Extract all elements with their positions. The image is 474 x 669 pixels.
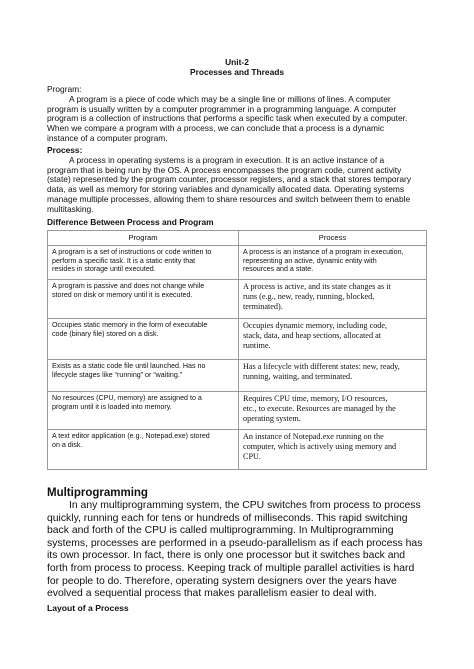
multiprogramming-line: systems, processes are performed in a pseudo-parallelism as if each process has xyxy=(47,537,423,549)
table-header-row xyxy=(48,231,427,246)
table-row xyxy=(48,280,427,319)
layout-heading: Layout of a Process xyxy=(47,603,129,613)
cell-line: perform a specific task. It is a static entity that xyxy=(52,256,196,265)
cell-line: CPU. xyxy=(243,451,261,461)
cell-line: A program is a set of instructions or code written to xyxy=(52,248,212,256)
program-cell xyxy=(48,392,239,430)
program-text-line: instance of a computer program. xyxy=(47,132,168,143)
cell-line: etc., to execute. Resources are managed by the xyxy=(243,403,396,413)
cell-line: Requires CPU time, memory, I/O resources, xyxy=(243,394,388,403)
cell-line: A text editor application (e.g., Notepad.exe) stored xyxy=(52,432,210,440)
process-text-line: A process in operating systems is a program in execution. It is an active instance of a xyxy=(69,154,385,165)
multiprogramming-line: In any multiprogramming system, the CPU switches from process to process xyxy=(69,500,421,511)
cell-line: terminated). xyxy=(243,301,283,311)
multiprogramming-line: quickly, running each for tens or hundreds of milliseconds. This rapid switching xyxy=(47,512,408,524)
cell-line: program until it is loaded into memory. xyxy=(52,402,172,411)
program-cell xyxy=(48,280,239,319)
comparison-table xyxy=(47,230,427,470)
cell-line: computer, which is actively using memory and xyxy=(243,441,397,451)
program-cell xyxy=(48,246,239,280)
cell-line: lifecycle stages like “running” or “waiting.” xyxy=(52,370,183,379)
cell-line: operating system. xyxy=(243,413,301,423)
program-cell xyxy=(48,319,239,360)
cell-line: Has a lifecycle with different states: new, ready, xyxy=(243,362,400,371)
multiprogramming-line: for people to do. Therefore, operating system designers over the years have xyxy=(47,575,397,587)
cell-line: An instance of Notepad.exe running on the xyxy=(243,432,384,441)
process-label: Process: xyxy=(47,145,83,155)
process-cell xyxy=(239,280,427,319)
multiprogramming-body xyxy=(47,500,427,601)
column-header-process: Process xyxy=(239,231,427,246)
cell-line: Occupies dynamic memory, including code, xyxy=(243,321,388,330)
cell-line: No resources (CPU, memory) are assigned to a xyxy=(52,394,202,402)
process-text-line: multitasking. xyxy=(47,203,94,214)
process-cell xyxy=(239,360,427,392)
process-text-line: (state) represented by the program counter, processor registers, and a stack that stores temporary xyxy=(47,174,412,185)
column-header-program: Program xyxy=(48,231,239,246)
table-row xyxy=(48,430,427,470)
program-text-line: When we compare a program with a process, we can conclude that a process is a dynamic xyxy=(47,123,385,134)
program-cell xyxy=(48,360,239,392)
cell-line: running, waiting, and terminated. xyxy=(243,371,353,381)
process-section xyxy=(47,146,425,215)
cell-line: on a disk. xyxy=(52,440,83,449)
cell-line: stored on disk or memory until it is executed. xyxy=(52,290,193,299)
cell-line: resources and a state. xyxy=(243,265,314,274)
cell-line: code (binary file) stored on a disk. xyxy=(52,329,159,338)
program-cell xyxy=(48,430,239,470)
table-row xyxy=(48,392,427,430)
cell-line: runtime. xyxy=(243,340,271,350)
cell-line: resides in storage until executed. xyxy=(52,265,156,274)
multiprogramming-line: forth from process to process. Keeping track of multiple parallel activities is hard xyxy=(47,562,415,574)
process-cell xyxy=(239,246,427,280)
difference-heading: Difference Between Process and Program xyxy=(47,217,214,227)
multiprogramming-line: back and forth of the CPU is called multiprogramming. In Multiprogramming xyxy=(47,525,394,537)
program-text-line: A program is a piece of code which may be a single line or millions of lines. A computer xyxy=(69,93,391,104)
program-text-line: program is usually written by a computer programmer in a programming language. A computer xyxy=(47,103,397,114)
process-text-line: program that is being run by the OS. A process encompasses the program code, current activity xyxy=(47,164,402,175)
process-text-line: manage multiple processes, allowing them to share resources and switch between them to enable xyxy=(47,193,411,204)
program-text-line: program is a collection of instructions that performs a specific task when executed by a computer. xyxy=(47,113,408,124)
page-title: Processes and Threads xyxy=(189,67,285,77)
multiprogramming-line: evolved a sequential process that makes parallelism easier to deal with. xyxy=(47,588,377,600)
cell-line: A process is an instance of a program in execution, xyxy=(243,248,404,256)
process-cell xyxy=(239,430,427,470)
program-section xyxy=(47,85,425,144)
cell-line: Occupies static memory in the form of executable xyxy=(52,321,208,329)
cell-line: representing an active, dynamic entity with xyxy=(243,256,377,265)
unit-heading: Unit-2 xyxy=(225,57,249,67)
process-cell xyxy=(239,319,427,360)
cell-line: stack, data, and heap sections, allocated at xyxy=(243,330,381,340)
process-text-line: data, as well as memory for storing variables and dynamically allocated data. Operating systems xyxy=(47,184,405,195)
cell-line: A program is passive and does not change while xyxy=(52,282,205,290)
multiprogramming-heading: Multiprogramming xyxy=(47,487,148,499)
cell-line: runs (e.g., new, ready, running, blocked, xyxy=(243,291,375,301)
table-row xyxy=(48,319,427,360)
multiprogramming-line: its own processor. In fact, there is only one processor but it switches back and xyxy=(47,550,406,562)
cell-line: A process is active, and its state changes as it xyxy=(243,282,391,291)
cell-line: Exists as a static code file until launched. Has no xyxy=(52,362,206,370)
table-row xyxy=(48,360,427,392)
process-cell xyxy=(239,392,427,430)
program-label: Program: xyxy=(47,84,82,94)
table-row xyxy=(48,246,427,280)
